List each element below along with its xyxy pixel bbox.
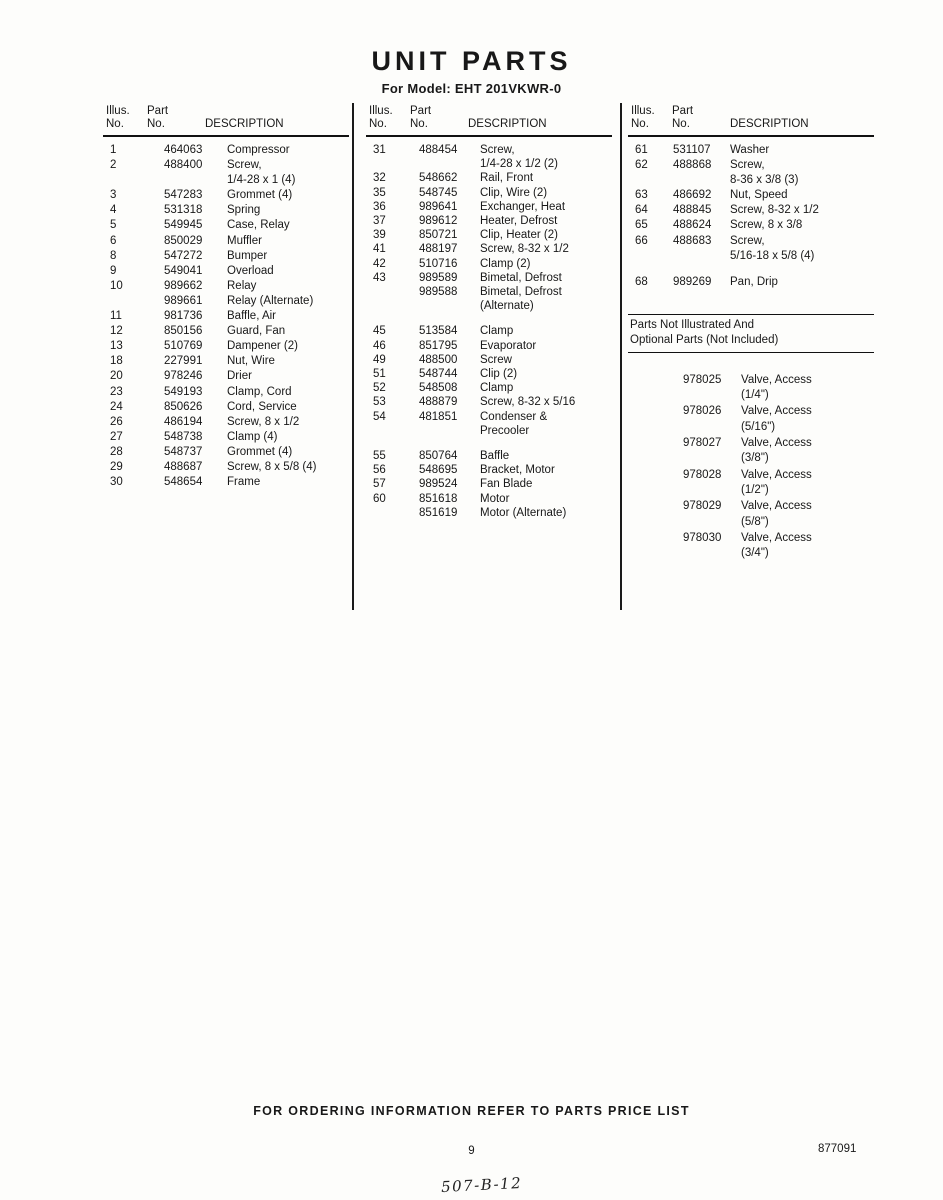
table-row bbox=[366, 271, 612, 285]
cell-illus-no: 52 bbox=[373, 382, 386, 395]
cell-part-no: 488879 bbox=[419, 396, 458, 409]
cell-description: Exchanger, Heat bbox=[480, 200, 566, 213]
cell-illus-no: 57 bbox=[373, 478, 386, 491]
cell-description: 1/4-28 x 1/2 (2) bbox=[480, 158, 558, 171]
table-row bbox=[366, 299, 612, 313]
table-row bbox=[103, 354, 349, 369]
header-rule bbox=[366, 135, 612, 137]
cell-illus-no bbox=[366, 299, 414, 313]
cell-illus-no: 12 bbox=[110, 325, 123, 338]
cell-description: Pan, Drip bbox=[730, 275, 778, 288]
cell-illus-no bbox=[103, 294, 159, 309]
header-row-1 bbox=[366, 105, 612, 118]
table-row bbox=[103, 324, 349, 339]
table-row bbox=[366, 186, 612, 200]
header-description-label: DESCRIPTION bbox=[468, 118, 547, 130]
cell-description: Frame bbox=[227, 476, 261, 489]
cell-part-no: 978030 bbox=[683, 531, 722, 544]
cell-illus-no bbox=[103, 173, 159, 188]
table-row bbox=[628, 143, 874, 158]
cell-illus-no: 35 bbox=[373, 186, 386, 199]
table-row bbox=[366, 506, 612, 520]
optional-parts-box bbox=[628, 314, 874, 353]
table-row bbox=[103, 173, 349, 188]
cell-part-no: 548662 bbox=[419, 172, 458, 185]
cell-description: Valve, Access (3/8") bbox=[741, 437, 812, 465]
cell-description: Guard, Fan bbox=[227, 325, 286, 338]
cell-illus-no: 10 bbox=[110, 279, 123, 292]
table-row bbox=[103, 143, 349, 158]
cell-illus-no: 24 bbox=[110, 400, 123, 413]
header-spacer bbox=[466, 105, 612, 118]
cell-part-no bbox=[414, 299, 480, 313]
cell-description: Nut, Wire bbox=[227, 355, 275, 368]
cell-part-no: 978026 bbox=[683, 405, 722, 418]
table-row bbox=[628, 218, 874, 233]
table-row bbox=[628, 234, 874, 249]
cell-part-no bbox=[159, 173, 227, 188]
cell-part-no: 978246 bbox=[164, 370, 203, 383]
table-row bbox=[366, 381, 612, 395]
header-description-label: DESCRIPTION bbox=[205, 118, 284, 130]
cell-description: Clamp bbox=[480, 382, 514, 395]
cell-description: Heater, Defrost bbox=[480, 215, 558, 228]
cell-illus-no: 32 bbox=[373, 172, 386, 185]
table-row bbox=[628, 203, 874, 218]
cell-part-no bbox=[668, 173, 730, 188]
table-row bbox=[103, 339, 349, 354]
optional-part-item bbox=[683, 373, 874, 404]
table-row bbox=[366, 353, 612, 367]
table-row bbox=[103, 218, 349, 233]
optional-title-line1: Parts Not Illustrated And bbox=[630, 318, 755, 331]
cell-part-no: 978025 bbox=[683, 373, 722, 386]
cell-description: Screw, 8 x 5/8 (4) bbox=[227, 460, 317, 473]
table-row bbox=[103, 430, 349, 445]
cell-description: Clip, Wire (2) bbox=[480, 186, 548, 199]
cell-part-no: 851618 bbox=[419, 492, 458, 505]
cell-part-no: 488624 bbox=[673, 219, 712, 232]
cell-illus-no: 8 bbox=[110, 249, 117, 262]
cell-part-no: 989524 bbox=[419, 478, 458, 491]
cell-description: (Alternate) bbox=[480, 300, 534, 313]
table-body bbox=[628, 143, 874, 290]
cell-description: Spring bbox=[227, 204, 261, 217]
table-row bbox=[103, 158, 349, 173]
cell-illus-no bbox=[366, 157, 414, 171]
table-row bbox=[366, 463, 612, 477]
cell-part-no: 989588 bbox=[419, 286, 458, 299]
cell-description: 8-36 x 3/8 (3) bbox=[730, 174, 799, 187]
table-row bbox=[366, 143, 612, 157]
header-illus-label: Illus. bbox=[369, 105, 393, 117]
cell-description: Screw, bbox=[730, 159, 765, 172]
cell-description: 1/4-28 x 1 (4) bbox=[227, 174, 296, 187]
row-gap bbox=[628, 264, 874, 275]
cell-illus-no: 27 bbox=[110, 430, 123, 443]
cell-description: Case, Relay bbox=[227, 219, 290, 232]
page-title: UNIT PARTS bbox=[371, 46, 572, 76]
table-row bbox=[628, 188, 874, 203]
cell-part-no: 547283 bbox=[164, 189, 203, 202]
cell-illus-no: 56 bbox=[373, 464, 386, 477]
cell-description: Valve, Access (1/2") bbox=[741, 468, 812, 496]
cell-description: Screw, 8-32 x 1/2 bbox=[730, 204, 819, 217]
cell-illus-no: 64 bbox=[635, 204, 648, 217]
cell-illus-no: 66 bbox=[635, 234, 648, 247]
cell-description: Screw, bbox=[480, 144, 515, 156]
table-row bbox=[103, 188, 349, 203]
cell-description: Screw, 8 x 3/8 bbox=[730, 219, 803, 232]
table-row bbox=[103, 369, 349, 384]
cell-illus-no: 39 bbox=[373, 229, 386, 242]
table-body bbox=[366, 143, 612, 520]
cell-part-no: 481851 bbox=[419, 410, 458, 423]
cell-part-no: 510769 bbox=[164, 340, 203, 353]
cell-description: Precooler bbox=[480, 424, 530, 437]
cell-illus-no: 1 bbox=[110, 144, 117, 156]
cell-illus-no: 60 bbox=[373, 492, 386, 505]
cell-illus-no: 2 bbox=[110, 159, 117, 172]
title-block bbox=[0, 46, 943, 96]
cell-part-no: 989612 bbox=[419, 215, 458, 228]
table-header bbox=[103, 105, 349, 137]
table-row bbox=[628, 249, 874, 264]
cell-description: Bracket, Motor bbox=[480, 464, 555, 477]
table-row bbox=[366, 492, 612, 506]
cell-part-no: 851795 bbox=[419, 339, 458, 352]
cell-illus-no: 11 bbox=[110, 310, 122, 323]
cell-illus-no: 18 bbox=[110, 355, 123, 368]
cell-description: Condenser & bbox=[480, 410, 548, 423]
table-row bbox=[366, 395, 612, 409]
table-row bbox=[103, 385, 349, 400]
cell-part-no: 850156 bbox=[164, 325, 203, 338]
table-row bbox=[366, 214, 612, 228]
cell-illus-no: 31 bbox=[373, 144, 386, 156]
cell-illus-no: 53 bbox=[373, 396, 386, 409]
cell-part-no: 549193 bbox=[164, 385, 203, 398]
table-body bbox=[103, 143, 349, 490]
header-no-label: No. bbox=[369, 118, 387, 130]
header-part-label: Part bbox=[410, 105, 432, 117]
cell-illus-no: 5 bbox=[110, 219, 117, 232]
cell-illus-no: 63 bbox=[635, 189, 648, 202]
header-part-label: Part bbox=[672, 105, 694, 117]
row-gap bbox=[366, 313, 612, 324]
cell-part-no: 488683 bbox=[673, 234, 712, 247]
cell-illus-no: 42 bbox=[373, 257, 386, 270]
cell-description: Screw, 8-32 x 1/2 bbox=[480, 243, 569, 256]
table-row bbox=[366, 171, 612, 185]
optional-part-item bbox=[683, 499, 874, 530]
cell-illus-no: 3 bbox=[110, 189, 117, 202]
cell-part-no: 488868 bbox=[673, 159, 712, 172]
optional-part-item bbox=[683, 436, 874, 467]
header-illus-label: Illus. bbox=[106, 105, 130, 117]
header-no2-label: No. bbox=[410, 118, 428, 130]
header-no2-label: No. bbox=[672, 118, 690, 130]
header-row-2 bbox=[366, 118, 612, 131]
cell-illus-no: 61 bbox=[635, 144, 648, 156]
cell-description: Valve, Access (5/16") bbox=[741, 405, 812, 433]
cell-illus-no: 20 bbox=[110, 370, 123, 383]
table-row bbox=[103, 475, 349, 490]
table-row bbox=[103, 445, 349, 460]
cell-part-no: 531107 bbox=[673, 144, 711, 156]
cell-description: Clip, Heater (2) bbox=[480, 229, 558, 242]
cell-illus-no: 54 bbox=[373, 410, 386, 423]
cell-part-no: 548737 bbox=[164, 445, 203, 458]
table-row bbox=[103, 294, 349, 309]
header-rule bbox=[103, 135, 349, 137]
table-row bbox=[366, 228, 612, 242]
cell-description: Compressor bbox=[227, 144, 290, 156]
cell-illus-no: 26 bbox=[110, 415, 123, 428]
column-divider bbox=[620, 103, 622, 610]
table-row bbox=[366, 285, 612, 299]
cell-part-no: 488687 bbox=[164, 460, 203, 473]
cell-illus-no: 28 bbox=[110, 445, 123, 458]
row-gap bbox=[366, 438, 612, 449]
cell-description: Clamp (4) bbox=[227, 430, 278, 443]
cell-illus-no: 46 bbox=[373, 339, 386, 352]
parts-table-left bbox=[103, 105, 349, 490]
cell-part-no: 548695 bbox=[419, 464, 458, 477]
cell-illus-no bbox=[366, 424, 414, 438]
parts-table-middle bbox=[366, 105, 612, 520]
table-row bbox=[103, 309, 349, 324]
cell-part-no bbox=[668, 249, 730, 264]
cell-description: Relay bbox=[227, 279, 257, 292]
optional-part-item bbox=[683, 404, 874, 435]
cell-illus-no: 65 bbox=[635, 219, 648, 232]
table-row bbox=[366, 424, 612, 438]
table-row bbox=[103, 279, 349, 294]
cell-description: Drier bbox=[227, 370, 252, 383]
cell-part-no: 510716 bbox=[419, 257, 458, 270]
cell-description: Clamp, Cord bbox=[227, 385, 292, 398]
table-row bbox=[103, 460, 349, 475]
cell-description: Clamp (2) bbox=[480, 257, 531, 270]
cell-part-no: 549945 bbox=[164, 219, 203, 232]
cell-description: Dampener (2) bbox=[227, 340, 298, 353]
cell-part-no: 978027 bbox=[683, 437, 722, 450]
cell-illus-no: 6 bbox=[110, 234, 117, 247]
cell-part-no: 989641 bbox=[419, 200, 458, 213]
cell-description: Bimetal, Defrost bbox=[480, 271, 562, 284]
header-row-1 bbox=[628, 105, 874, 118]
cell-description: Overload bbox=[227, 264, 274, 277]
cell-part-no: 989662 bbox=[164, 279, 203, 292]
cell-illus-no: 30 bbox=[110, 476, 123, 489]
ordering-note: FOR ORDERING INFORMATION REFER TO PARTS PRICE LIST bbox=[253, 1104, 690, 1118]
cell-part-no: 488500 bbox=[419, 353, 458, 366]
table-row bbox=[103, 400, 349, 415]
cell-part-no: 989661 bbox=[164, 294, 203, 307]
header-spacer bbox=[203, 105, 349, 118]
header-no-label: No. bbox=[106, 118, 124, 130]
cell-illus-no: 29 bbox=[110, 460, 123, 473]
cell-part-no: 488845 bbox=[673, 204, 712, 217]
cell-illus-no: 36 bbox=[373, 200, 386, 213]
cell-description: Screw, bbox=[227, 159, 262, 172]
cell-illus-no bbox=[628, 249, 668, 264]
header-part-label: Part bbox=[147, 105, 169, 117]
table-row bbox=[366, 410, 612, 424]
cell-part-no: 989589 bbox=[419, 271, 458, 284]
table-row bbox=[366, 157, 612, 171]
cell-part-no: 850626 bbox=[164, 400, 203, 413]
header-no2-label: No. bbox=[147, 118, 165, 130]
cell-part-no: 548745 bbox=[419, 186, 458, 199]
cell-description: Grommet (4) bbox=[227, 189, 293, 202]
parts-table-right bbox=[628, 105, 874, 562]
cell-part-no: 488197 bbox=[419, 243, 458, 256]
optional-part-item bbox=[683, 468, 874, 499]
cell-part-no: 978028 bbox=[683, 468, 722, 481]
page-number: 9 bbox=[468, 1145, 475, 1157]
cell-illus-no: 23 bbox=[110, 385, 123, 398]
cell-illus-no: 4 bbox=[110, 204, 117, 217]
header-illus-label: Illus. bbox=[631, 105, 655, 117]
cell-description: Fan Blade bbox=[480, 478, 533, 491]
cell-description: Screw, bbox=[730, 234, 765, 247]
cell-description: Bumper bbox=[227, 249, 268, 262]
cell-part-no: 227991 bbox=[164, 355, 203, 368]
cell-illus-no: 49 bbox=[373, 353, 386, 366]
cell-part-no: 851619 bbox=[419, 506, 458, 519]
handwritten-annotation: 507-B-12 bbox=[440, 1173, 523, 1197]
cell-description: Clamp bbox=[480, 325, 514, 338]
cell-illus-no: 9 bbox=[110, 264, 117, 277]
cell-part-no: 547272 bbox=[164, 249, 203, 262]
table-row bbox=[628, 158, 874, 173]
table-row bbox=[103, 264, 349, 279]
cell-part-no: 488400 bbox=[164, 159, 203, 172]
cell-illus-no: 37 bbox=[373, 215, 386, 228]
header-no-label: No. bbox=[631, 118, 649, 130]
cell-description: Muffler bbox=[227, 234, 262, 247]
table-row bbox=[366, 367, 612, 381]
model-subtitle: For Model: EHT 201VKWR-0 bbox=[381, 81, 562, 96]
cell-description: Motor (Alternate) bbox=[480, 506, 567, 519]
cell-part-no: 548738 bbox=[164, 430, 203, 443]
cell-description: Nut, Speed bbox=[730, 189, 788, 202]
cell-part-no: 486194 bbox=[164, 415, 203, 428]
table-row bbox=[103, 234, 349, 249]
cell-description: Rail, Front bbox=[480, 172, 534, 185]
column-divider bbox=[352, 103, 354, 610]
cell-description: Baffle, Air bbox=[227, 310, 277, 323]
cell-illus-no: 13 bbox=[110, 340, 123, 353]
cell-illus-no: 68 bbox=[635, 275, 648, 288]
cell-description: Valve, Access (1/4") bbox=[741, 373, 812, 402]
table-row bbox=[628, 173, 874, 188]
table-row bbox=[366, 324, 612, 338]
cell-illus-no: 41 bbox=[373, 243, 386, 256]
table-row bbox=[366, 477, 612, 491]
cell-part-no bbox=[414, 424, 480, 438]
table-row bbox=[366, 242, 612, 256]
cell-description: 5/16-18 x 5/8 (4) bbox=[730, 249, 815, 262]
table-row bbox=[366, 339, 612, 353]
header-rule bbox=[628, 135, 874, 137]
cell-description: Screw, 8-32 x 5/16 bbox=[480, 396, 576, 409]
cell-illus-no: 51 bbox=[373, 368, 386, 381]
optional-parts-list bbox=[628, 373, 874, 562]
header-row-2 bbox=[103, 118, 349, 131]
cell-description: Clip (2) bbox=[480, 368, 518, 381]
cell-illus-no: 45 bbox=[373, 325, 386, 338]
cell-part-no: 513584 bbox=[419, 325, 458, 338]
table-header bbox=[366, 105, 612, 137]
header-row-2 bbox=[628, 118, 874, 131]
cell-description: Motor bbox=[480, 492, 510, 505]
cell-description: Bimetal, Defrost bbox=[480, 286, 562, 299]
cell-description: Evaporator bbox=[480, 339, 537, 352]
table-row bbox=[103, 415, 349, 430]
table-row bbox=[366, 449, 612, 463]
cell-part-no bbox=[414, 157, 480, 171]
cell-part-no: 850764 bbox=[419, 450, 458, 463]
header-row-1 bbox=[103, 105, 349, 118]
cell-illus-no: 43 bbox=[373, 271, 386, 284]
table-row bbox=[103, 249, 349, 264]
cell-part-no: 549041 bbox=[164, 264, 203, 277]
table-header bbox=[628, 105, 874, 137]
cell-description: Cord, Service bbox=[227, 400, 297, 413]
table-row bbox=[103, 203, 349, 218]
cell-description: Valve, Access (5/8") bbox=[741, 500, 812, 528]
cell-part-no: 531318 bbox=[164, 204, 203, 217]
cell-part-no: 464063 bbox=[164, 144, 203, 156]
table-row bbox=[628, 275, 874, 290]
header-spacer bbox=[728, 105, 874, 118]
optional-part-item bbox=[683, 531, 874, 562]
cell-part-no: 548654 bbox=[164, 476, 203, 489]
cell-part-no: 981736 bbox=[164, 310, 203, 323]
cell-description: Relay (Alternate) bbox=[227, 294, 314, 307]
table-row bbox=[366, 200, 612, 214]
cell-description: Washer bbox=[730, 144, 770, 156]
cell-part-no: 850721 bbox=[419, 229, 458, 242]
cell-part-no: 486692 bbox=[673, 189, 712, 202]
table-row bbox=[366, 257, 612, 271]
cell-part-no: 548508 bbox=[419, 382, 458, 395]
optional-title-line2: Optional Parts (Not Included) bbox=[630, 333, 779, 346]
cell-description: Screw, 8 x 1/2 bbox=[227, 415, 300, 428]
header-description-label: DESCRIPTION bbox=[730, 118, 809, 130]
cell-illus-no bbox=[366, 506, 414, 520]
cell-part-no: 548744 bbox=[419, 368, 458, 381]
cell-description: Grommet (4) bbox=[227, 445, 293, 458]
cell-part-no: 978029 bbox=[683, 500, 722, 513]
cell-part-no: 850029 bbox=[164, 234, 203, 247]
cell-description: Valve, Access (3/4") bbox=[741, 531, 812, 560]
cell-part-no: 989269 bbox=[673, 275, 712, 288]
cell-description: Baffle bbox=[480, 450, 510, 463]
cell-description: Screw bbox=[480, 353, 512, 366]
cell-illus-no bbox=[628, 173, 668, 188]
cell-illus-no: 62 bbox=[635, 159, 648, 172]
cell-illus-no: 55 bbox=[373, 450, 386, 463]
cell-part-no: 488454 bbox=[419, 144, 458, 156]
document-number: 877091 bbox=[818, 1143, 857, 1155]
cell-illus-no bbox=[366, 285, 414, 299]
